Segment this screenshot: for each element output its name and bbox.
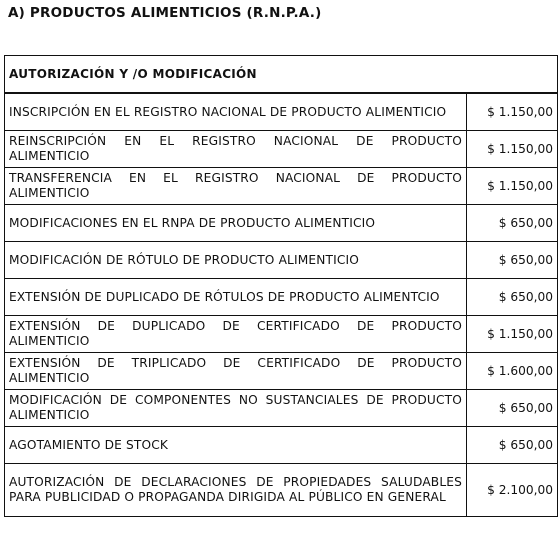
table-row <box>5 279 558 316</box>
section-header-row <box>5 56 558 94</box>
table-row <box>5 205 558 242</box>
row-description: TRANSFERENCIA EN EL REGISTRO NACIONAL DE PRODUCTO ALIMENTICIO <box>5 168 467 205</box>
row-price: $ 650,00 <box>467 427 558 464</box>
row-price: $ 650,00 <box>467 279 558 316</box>
row-description: INSCRIPCIÓN EN EL REGISTRO NACIONAL DE PRODUCTO ALIMENTICIO <box>5 93 467 131</box>
row-description: MODIFICACIÓN DE COMPONENTES NO SUSTANCIALES DE PRODUCTO ALIMENTICIO <box>5 390 467 427</box>
page-title: A) PRODUCTOS ALIMENTICIOS (R.N.P.A.) <box>8 5 322 21</box>
row-description: AUTORIZACIÓN DE DECLARACIONES DE PROPIEDADES SALUDABLES PARA PUBLICIDAD O PROPAGANDA DIRIGIDA AL PÚBLICO EN GENERAL <box>5 464 467 517</box>
row-price: $ 1.150,00 <box>467 131 558 168</box>
row-price: $ 1.150,00 <box>467 316 558 353</box>
table-row <box>5 93 558 131</box>
row-price: $ 650,00 <box>467 205 558 242</box>
table-row <box>5 427 558 464</box>
row-price: $ 650,00 <box>467 390 558 427</box>
row-description: AGOTAMIENTO DE STOCK <box>5 427 467 464</box>
row-description: MODIFICACIONES EN EL RNPA DE PRODUCTO ALIMENTICIO <box>5 205 467 242</box>
table-row <box>5 464 558 517</box>
fee-table <box>4 55 558 517</box>
table-row <box>5 131 558 168</box>
table-row <box>5 168 558 205</box>
row-price: $ 1.150,00 <box>467 168 558 205</box>
row-price: $ 2.100,00 <box>467 464 558 517</box>
table-row <box>5 242 558 279</box>
section-header: AUTORIZACIÓN Y /O MODIFICACIÓN <box>5 56 558 94</box>
row-description: EXTENSIÓN DE DUPLICADO DE RÓTULOS DE PRODUCTO ALIMENTCIO <box>5 279 467 316</box>
table-row <box>5 316 558 353</box>
table-row <box>5 353 558 390</box>
table-row <box>5 390 558 427</box>
row-description: REINSCRIPCIÓN EN EL REGISTRO NACIONAL DE PRODUCTO ALIMENTICIO <box>5 131 467 168</box>
row-description: EXTENSIÓN DE DUPLICADO DE CERTIFICADO DE PRODUCTO ALIMENTICIO <box>5 316 467 353</box>
row-description: EXTENSIÓN DE TRIPLICADO DE CERTIFICADO DE PRODUCTO ALIMENTICIO <box>5 353 467 390</box>
row-description: MODIFICACIÓN DE RÓTULO DE PRODUCTO ALIMENTICIO <box>5 242 467 279</box>
row-price: $ 1.150,00 <box>467 93 558 131</box>
row-price: $ 650,00 <box>467 242 558 279</box>
row-price: $ 1.600,00 <box>467 353 558 390</box>
